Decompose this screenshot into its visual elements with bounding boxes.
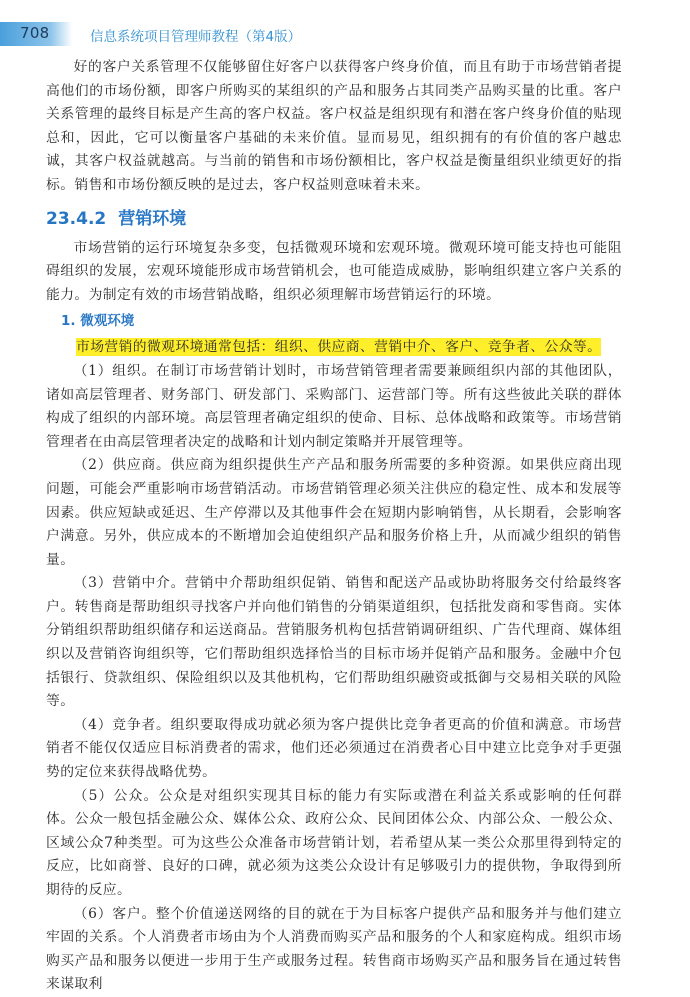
page-number: 708	[20, 24, 50, 42]
item-marketing-intermediaries: （3）营销中介。营销中介帮助组织促销、销售和配送产品或协助将服务交付给最终客户。转售商是帮助组织寻找客户并向他们销售的分销渠道组织，包括批发商和零售商。实体分销组织帮助组织储存和运送商品。营销服务机构包括营销调研组织、广告代理商、媒体组织以及营销咨询组织等，它们帮助组织选择恰当的目标市场并促销产品和服务。金融中介包括银行、贷款组织、保险组织以及其他机构，它们帮助组织融资或抵御与交易相关联的风险等。	[46, 575, 622, 710]
intro-paragraph: 好的客户关系管理不仅能够留住好客户以获得客户终身价值，而且有助于市场营销者提高他们的市场份额，即客户所购买的某组织的产品和服务占其同类产品购买量的比重。客户关系管理的最终目标是产生高的客户权益。客户权益是组织现有和潜在客户终身价值的贴现总和，因此，它可以衡量客户基础的未来价值。显而易见，组织拥有的有价值的客户越忠诚，其客户权益就越高。与当前的销售和市场份额相比，客户权益是衡量组织业绩更好的指标。销售和市场份额反映的是过去，客户权益则意味着未来。	[46, 59, 622, 193]
book-title: 信息系统项目管理师教程（第4版）	[90, 29, 302, 45]
section-title: 营销环境	[118, 208, 187, 229]
item-customers: （6）客户。整个价值递送网络的目的就在于为目标客户提供产品和服务并与他们建立牢固的关系。个人消费者市场由为个人消费而购买产品和服务的个人和家庭构成。组织市场购买产品和服务以便进一步用于生产或服务过程。转售商市场购买产品和服务旨在通过转售来谋取利	[46, 905, 622, 993]
item-organization: （1）组织。在制订市场营销计划时，市场营销管理者需要兼顾组织内部的其他团队，诸如高层管理者、财务部门、研发部门、采购部门、运营部门等。所有这些彼此关联的群体构成了组织的内部环境。高层管理者确定组织的使命、目标、总体战略和政策等。市场营销管理者在由高层管理者决定的战略和计划内制定策略并开展管理等。	[46, 362, 622, 450]
page-content	[46, 56, 622, 997]
highlight-text: 市场营销的微观环境通常包括：组织、供应商、营销中介、客户、竞争者、公众等。	[76, 339, 602, 356]
highlighted-sentence	[76, 336, 622, 360]
item-publics: （5）公众。公众是对组织实现其目标的能力有实际或潜在利益关系或影响的任何群体。公众一般包括金融公众、媒体公众、政府公众、民间团体公众、内部公众、一般公众、区域公众7种类型。可为这些公众准备市场营销计划，若希望从某一类公众那里得到特定的反应，比如商誉、良好的口碑，就必须为这类公众设计有足够吸引力的提供物，争取得到所期待的反应。	[46, 787, 622, 898]
item-suppliers: （2）供应商。供应商为组织提供生产产品和服务所需要的多种资源。如果供应商出现问题，可能会严重影响市场营销活动。市场营销管理必须关注供应的稳定性、成本和发展等因素。供应短缺或延迟、生产停滞以及其他事件会在短期内影响销售，从长期看，会影响客户满意。另外，供应成本的不断增加会迫使组织产品和服务价格上升，从而减少组织的销售量。	[46, 457, 622, 568]
subsection-heading: 1. 微观环境	[61, 313, 135, 330]
section-number: 23.4.2	[46, 208, 107, 229]
page-header	[0, 22, 690, 46]
section-paragraph: 市场营销的运行环境复杂多变，包括微观环境和宏观环境。微观环境可能支持也可能阻碍组织的发展，宏观环境能形成市场营销机会，也可能造成威胁，影响组织建立客户关系的能力。为制定有效的市场营销战略，组织必须理解市场营销运行的环境。	[46, 239, 622, 303]
section-heading	[46, 207, 622, 231]
item-competitors: （4）竞争者。组织要取得成功就必须为客户提供比竞争者更高的价值和满意。市场营销者不能仅仅适应目标消费者的需求，他们还必须通过在消费者心目中建立比竞争对手更强势的定位来获得战略优势。	[46, 716, 622, 781]
